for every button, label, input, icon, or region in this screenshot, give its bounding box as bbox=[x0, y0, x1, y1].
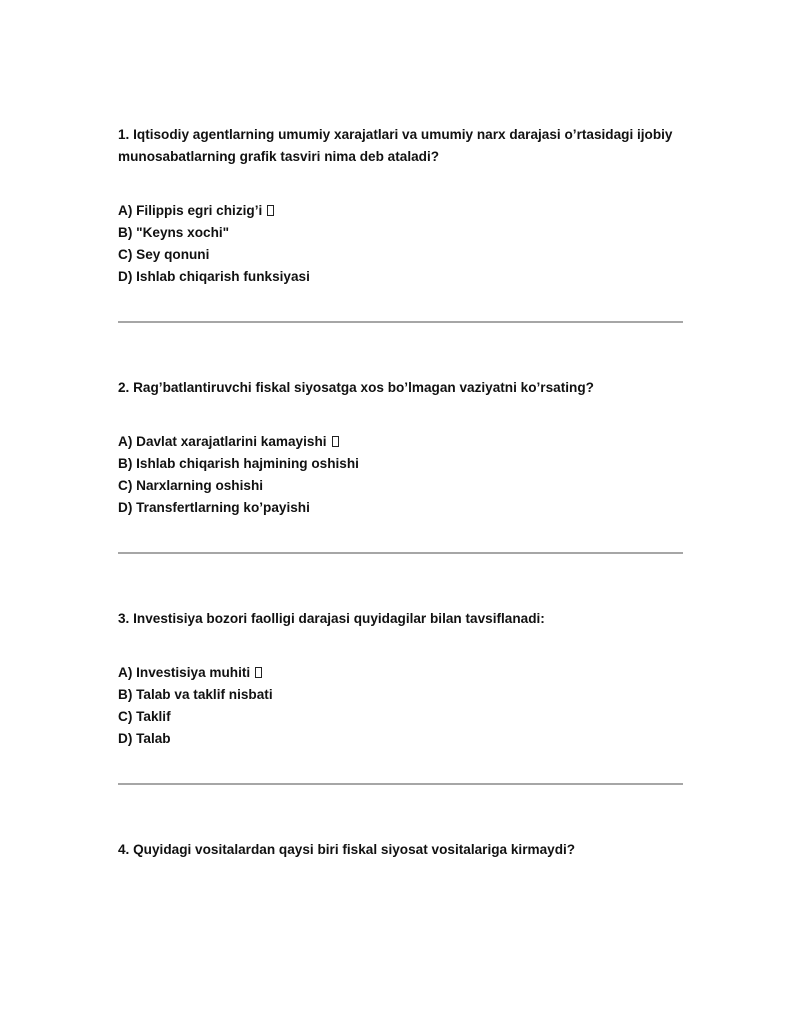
option-b-label: B) Talab va taklif nisbati bbox=[118, 687, 273, 702]
question-1-text: 1. Iqtisodiy agentlarning umumiy xarajatlari va umumiy narx darajasi o’rtasidagi ijobiy munosabatlarning grafik tasviri nima deb ataladi? bbox=[118, 127, 673, 164]
option-b-label: B) "Keyns xochi" bbox=[118, 225, 230, 240]
option-a bbox=[118, 662, 683, 684]
question-3-options bbox=[118, 662, 683, 750]
option-a-label: A) Filippis egri chizig’i bbox=[118, 203, 263, 218]
document-page bbox=[118, 124, 683, 861]
divider bbox=[118, 783, 683, 785]
question-3 bbox=[118, 608, 683, 750]
option-d bbox=[118, 728, 683, 750]
option-b-label: B) Ishlab chiqarish hajmining oshishi bbox=[118, 456, 359, 471]
option-c bbox=[118, 706, 683, 728]
divider bbox=[118, 552, 683, 554]
option-d bbox=[118, 497, 683, 519]
option-a-label: A) Davlat xarajatlarini kamayishi bbox=[118, 434, 327, 449]
option-b bbox=[118, 453, 683, 475]
option-b bbox=[118, 222, 683, 244]
correct-mark-icon bbox=[267, 205, 274, 216]
option-c bbox=[118, 475, 683, 497]
option-d bbox=[118, 266, 683, 288]
question-4 bbox=[118, 839, 683, 861]
divider bbox=[118, 321, 683, 323]
option-d-label: D) Talab bbox=[118, 731, 171, 746]
question-2 bbox=[118, 377, 683, 519]
question-4-text: 4. Quyidagi vositalardan qaysi biri fiskal siyosat vositalariga kirmaydi? bbox=[118, 842, 576, 857]
option-a bbox=[118, 200, 683, 222]
option-b bbox=[118, 684, 683, 706]
option-d-label: D) Ishlab chiqarish funksiyasi bbox=[118, 269, 310, 284]
option-c-label: C) Narxlarning oshishi bbox=[118, 478, 264, 493]
question-1 bbox=[118, 124, 683, 288]
question-2-text: 2. Rag’batlantiruvchi fiskal siyosatga xos bo’lmagan vaziyatni ko’rsating? bbox=[118, 380, 594, 395]
correct-mark-icon bbox=[255, 667, 262, 678]
option-d-label: D) Transfertlarning ko’payishi bbox=[118, 500, 310, 515]
option-c bbox=[118, 244, 683, 266]
question-3-text: 3. Investisiya bozori faolligi darajasi quyidagilar bilan tavsiflanadi: bbox=[118, 611, 545, 626]
option-c-label: C) Taklif bbox=[118, 709, 171, 724]
option-c-label: C) Sey qonuni bbox=[118, 247, 210, 262]
question-2-options bbox=[118, 431, 683, 519]
option-a bbox=[118, 431, 683, 453]
correct-mark-icon bbox=[332, 436, 339, 447]
question-1-options bbox=[118, 200, 683, 288]
option-a-label: A) Investisiya muhiti bbox=[118, 665, 251, 680]
